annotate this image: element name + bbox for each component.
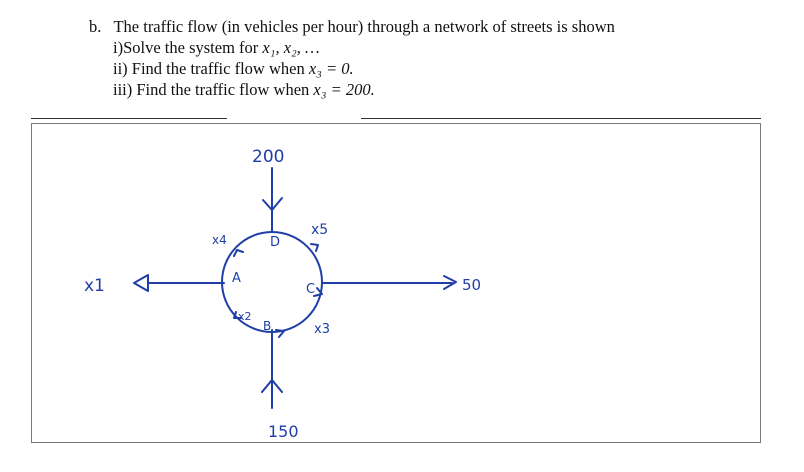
label-x2: x2 — [238, 310, 252, 323]
left-triangle-arrow — [134, 275, 148, 291]
label-right-flow: 50 — [462, 276, 482, 294]
label-x3: x3 — [314, 322, 330, 337]
part-3-text: Find the traffic flow when — [136, 80, 314, 99]
label-top-flow: 200 — [252, 147, 285, 167]
question-prefix: b. — [89, 17, 102, 36]
label-node-c: C — [306, 282, 316, 297]
part-3-cond: x₃ = 200. — [313, 80, 375, 99]
part-1-label: i) — [113, 38, 124, 57]
label-node-a: A — [232, 271, 241, 286]
part-3-label: iii) — [113, 80, 133, 99]
b-arrow — [276, 330, 284, 337]
part-1-text: Solve the system for — [123, 38, 263, 57]
x5-arrow — [311, 244, 318, 251]
label-bottom-flow: 150 — [268, 422, 299, 441]
part-2-label: ii) — [113, 59, 128, 78]
label-node-b: B — [263, 319, 272, 333]
label-left-var: x1 — [84, 276, 105, 296]
part-1-vars: x₁, x₂, … — [262, 38, 320, 57]
part-2-text: Find the traffic flow when — [131, 59, 309, 78]
question-intro: The traffic flow (in vehicles per hour) through a network of streets is shown — [113, 17, 615, 36]
label-x4: x4 — [212, 233, 227, 247]
x4-arrow — [234, 250, 243, 256]
label-x5: x5 — [311, 222, 329, 238]
part-2-cond: x₃ = 0. — [308, 59, 354, 78]
label-node-d: D — [270, 235, 281, 250]
